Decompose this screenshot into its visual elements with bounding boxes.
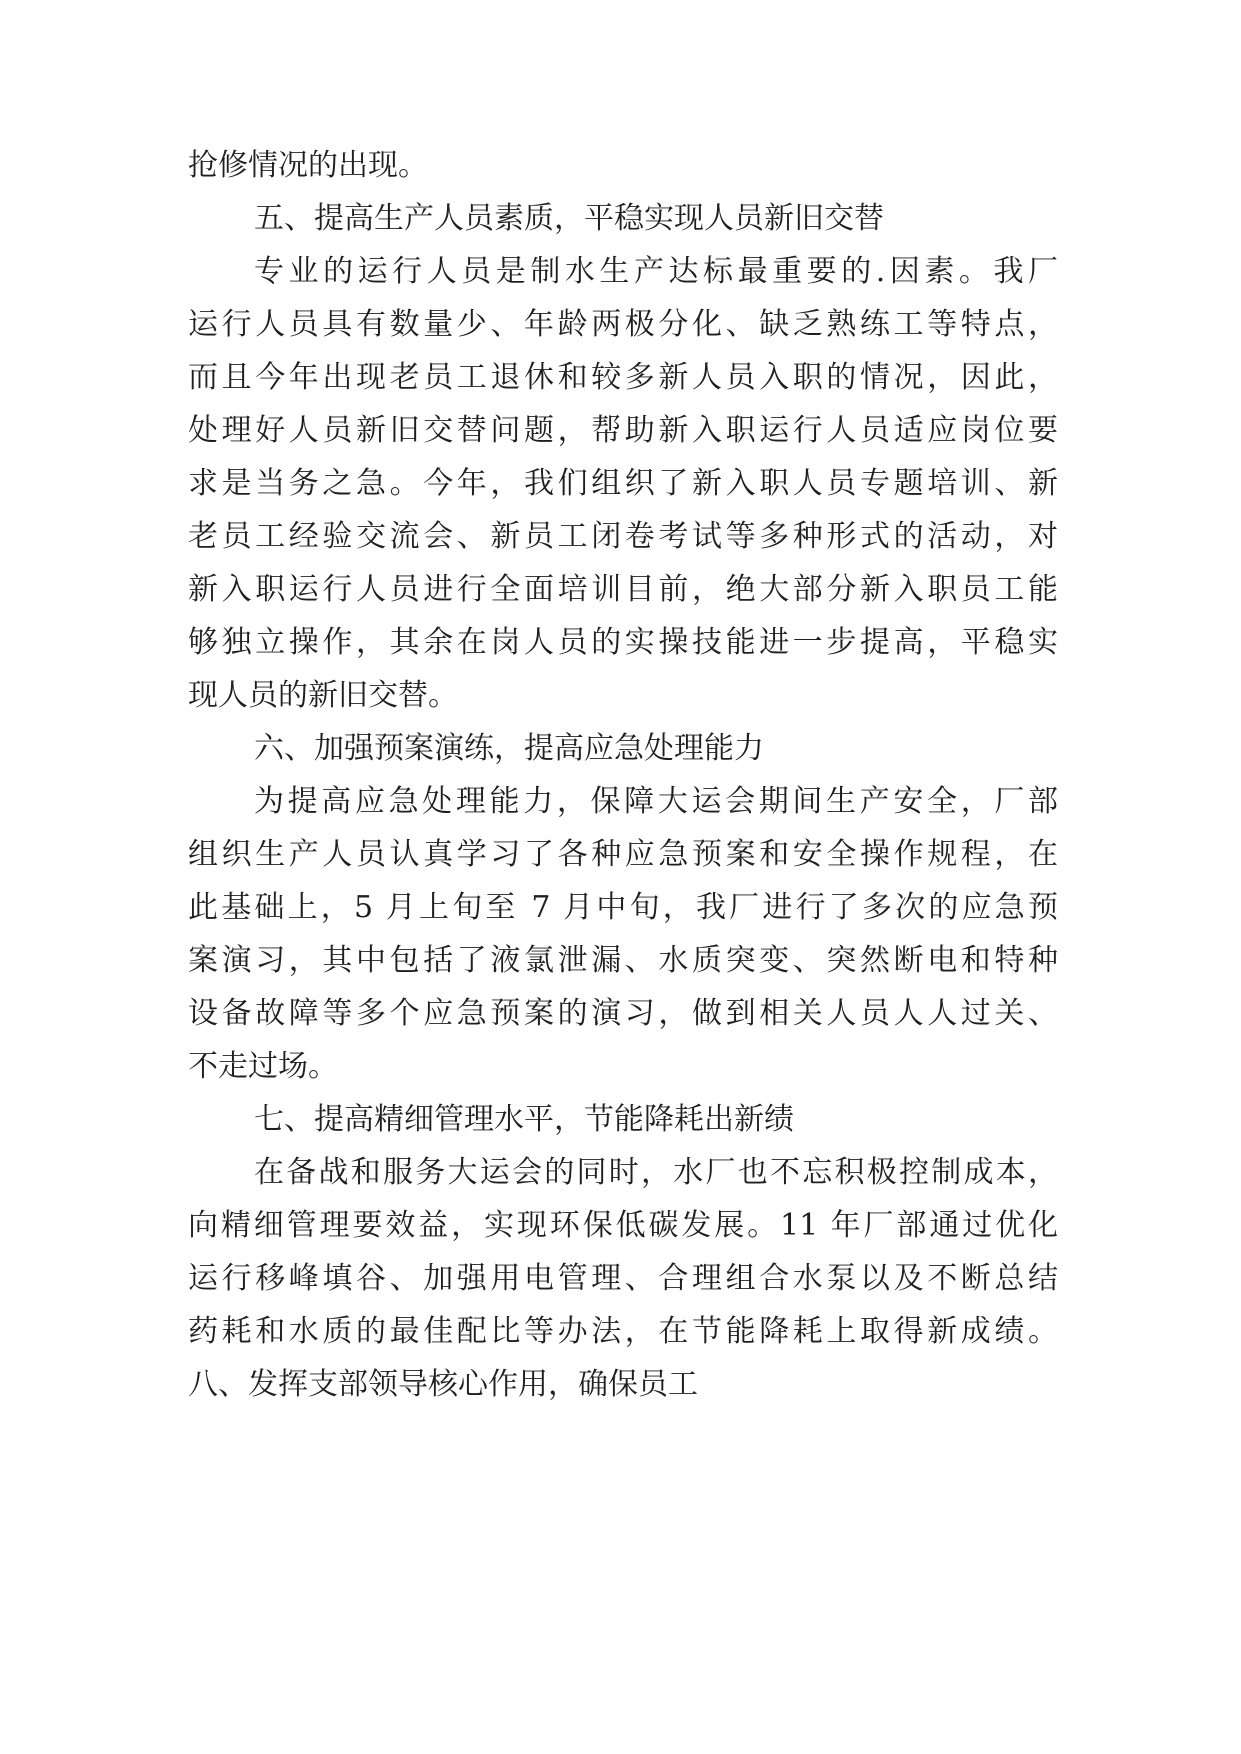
text-line: 向精细管理要效益，实现环保低碳发展。11 年厂部通过优化 xyxy=(188,1208,1058,1243)
text-line: 案演习，其中包括了液氯泄漏、水质突变、突然断电和特种 xyxy=(188,943,1058,978)
text-line: 运行移峰填谷、加强用电管理、合理组合水泵以及不断总结 xyxy=(188,1261,1058,1296)
text-line: 运行人员具有数量少、年龄两极分化、缺乏熟练工等特点， xyxy=(188,307,1058,342)
text-line: 而且今年出现老员工退休和较多新人员入职的情况，因此， xyxy=(188,360,1058,395)
text-line: 不走过场。 xyxy=(188,1049,338,1084)
text-line: 求是当务之急。今年，我们组织了新入职人员专题培训、新 xyxy=(188,466,1058,501)
section-heading: 八、发挥支部领导核心作用，确保员工 xyxy=(188,1367,698,1402)
text-line: 处理好人员新旧交替问题，帮助新入职运行人员适应岗位要 xyxy=(188,413,1058,448)
text-line: 新入职运行人员进行全面培训目前，绝大部分新入职员工能 xyxy=(188,572,1058,607)
text-line: 够独立操作，其余在岗人员的实操技能进一步提高，平稳实 xyxy=(188,625,1058,660)
text-line: 老员工经验交流会、新员工闭卷考试等多种形式的活动，对 xyxy=(188,519,1058,554)
section-heading: 七、提高精细管理水平，节能降耗出新绩 xyxy=(254,1102,794,1137)
text-line: 在备战和服务大运会的同时，水厂也不忘积极控制成本， xyxy=(254,1155,1058,1190)
text-line: 此基础上，5 月上旬至 7 月中旬，我厂进行了多次的应急预 xyxy=(188,890,1058,925)
section-heading: 五、提高生产人员素质，平稳实现人员新旧交替 xyxy=(254,201,884,236)
text-line: 现人员的新旧交替。 xyxy=(188,678,458,713)
text-line: 设备故障等多个应急预案的演习，做到相关人员人人过关、 xyxy=(188,996,1058,1031)
text-line: 药耗和水质的最佳配比等办法，在节能降耗上取得新成绩。 xyxy=(188,1314,1058,1349)
text-line: 专业的运行人员是制水生产达标最重要的.因素。我厂 xyxy=(254,254,1058,289)
text-line: 抢修情况的出现。 xyxy=(188,148,428,183)
section-heading: 六、加强预案演练，提高应急处理能力 xyxy=(254,731,764,766)
text-line: 组织生产人员认真学习了各种应急预案和安全操作规程，在 xyxy=(188,837,1058,872)
text-line: 为提高应急处理能力，保障大运会期间生产安全，厂部 xyxy=(254,784,1058,819)
